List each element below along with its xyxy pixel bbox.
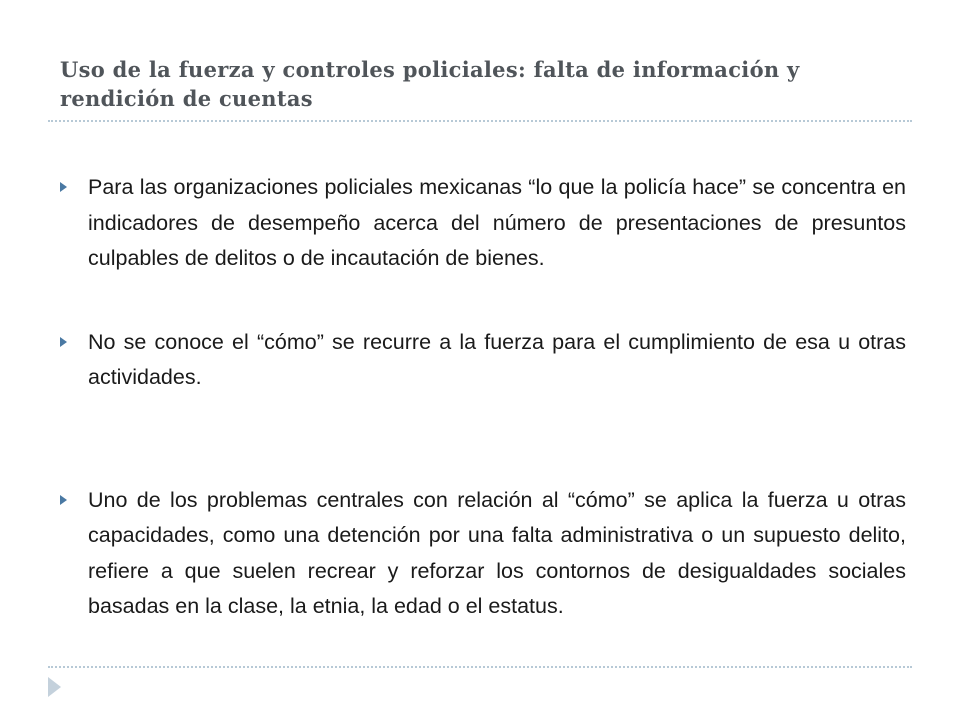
slide-title: Uso de la fuerza y controles policiales: falta de información y rendición de cuentas bbox=[60, 57, 800, 111]
bullet-item bbox=[60, 325, 906, 396]
bullet-item bbox=[60, 483, 906, 625]
bullet-item bbox=[60, 170, 906, 277]
triangle-right-icon bbox=[60, 182, 67, 192]
footer-divider bbox=[48, 666, 912, 668]
play-triangle-icon[interactable] bbox=[48, 677, 61, 697]
bullet-text: Uno de los problemas centrales con relación al “cómo” se aplica la fuerza u otras capacidades, como una detención por una falta administrativa o un supuesto delito, refiere a que suelen recrear y reforzar los contornos de desigualdades sociales basadas en la clase, la etnia, la edad o el estatus. bbox=[88, 487, 906, 618]
bullet-text: Para las organizaciones policiales mexicanas “lo que la policía hace” se concentra en indicadores de desempeño acerca del número de presentaciones de presuntos culpables de delitos o de incautación de bienes. bbox=[88, 175, 906, 270]
bullet-text: No se conoce el “cómo” se recurre a la fuerza para el cumplimiento de esa u otras actividades. bbox=[88, 329, 906, 389]
triangle-right-icon bbox=[60, 337, 67, 347]
triangle-right-icon bbox=[60, 495, 67, 505]
title-divider bbox=[48, 120, 912, 122]
bullet-list bbox=[60, 170, 906, 625]
